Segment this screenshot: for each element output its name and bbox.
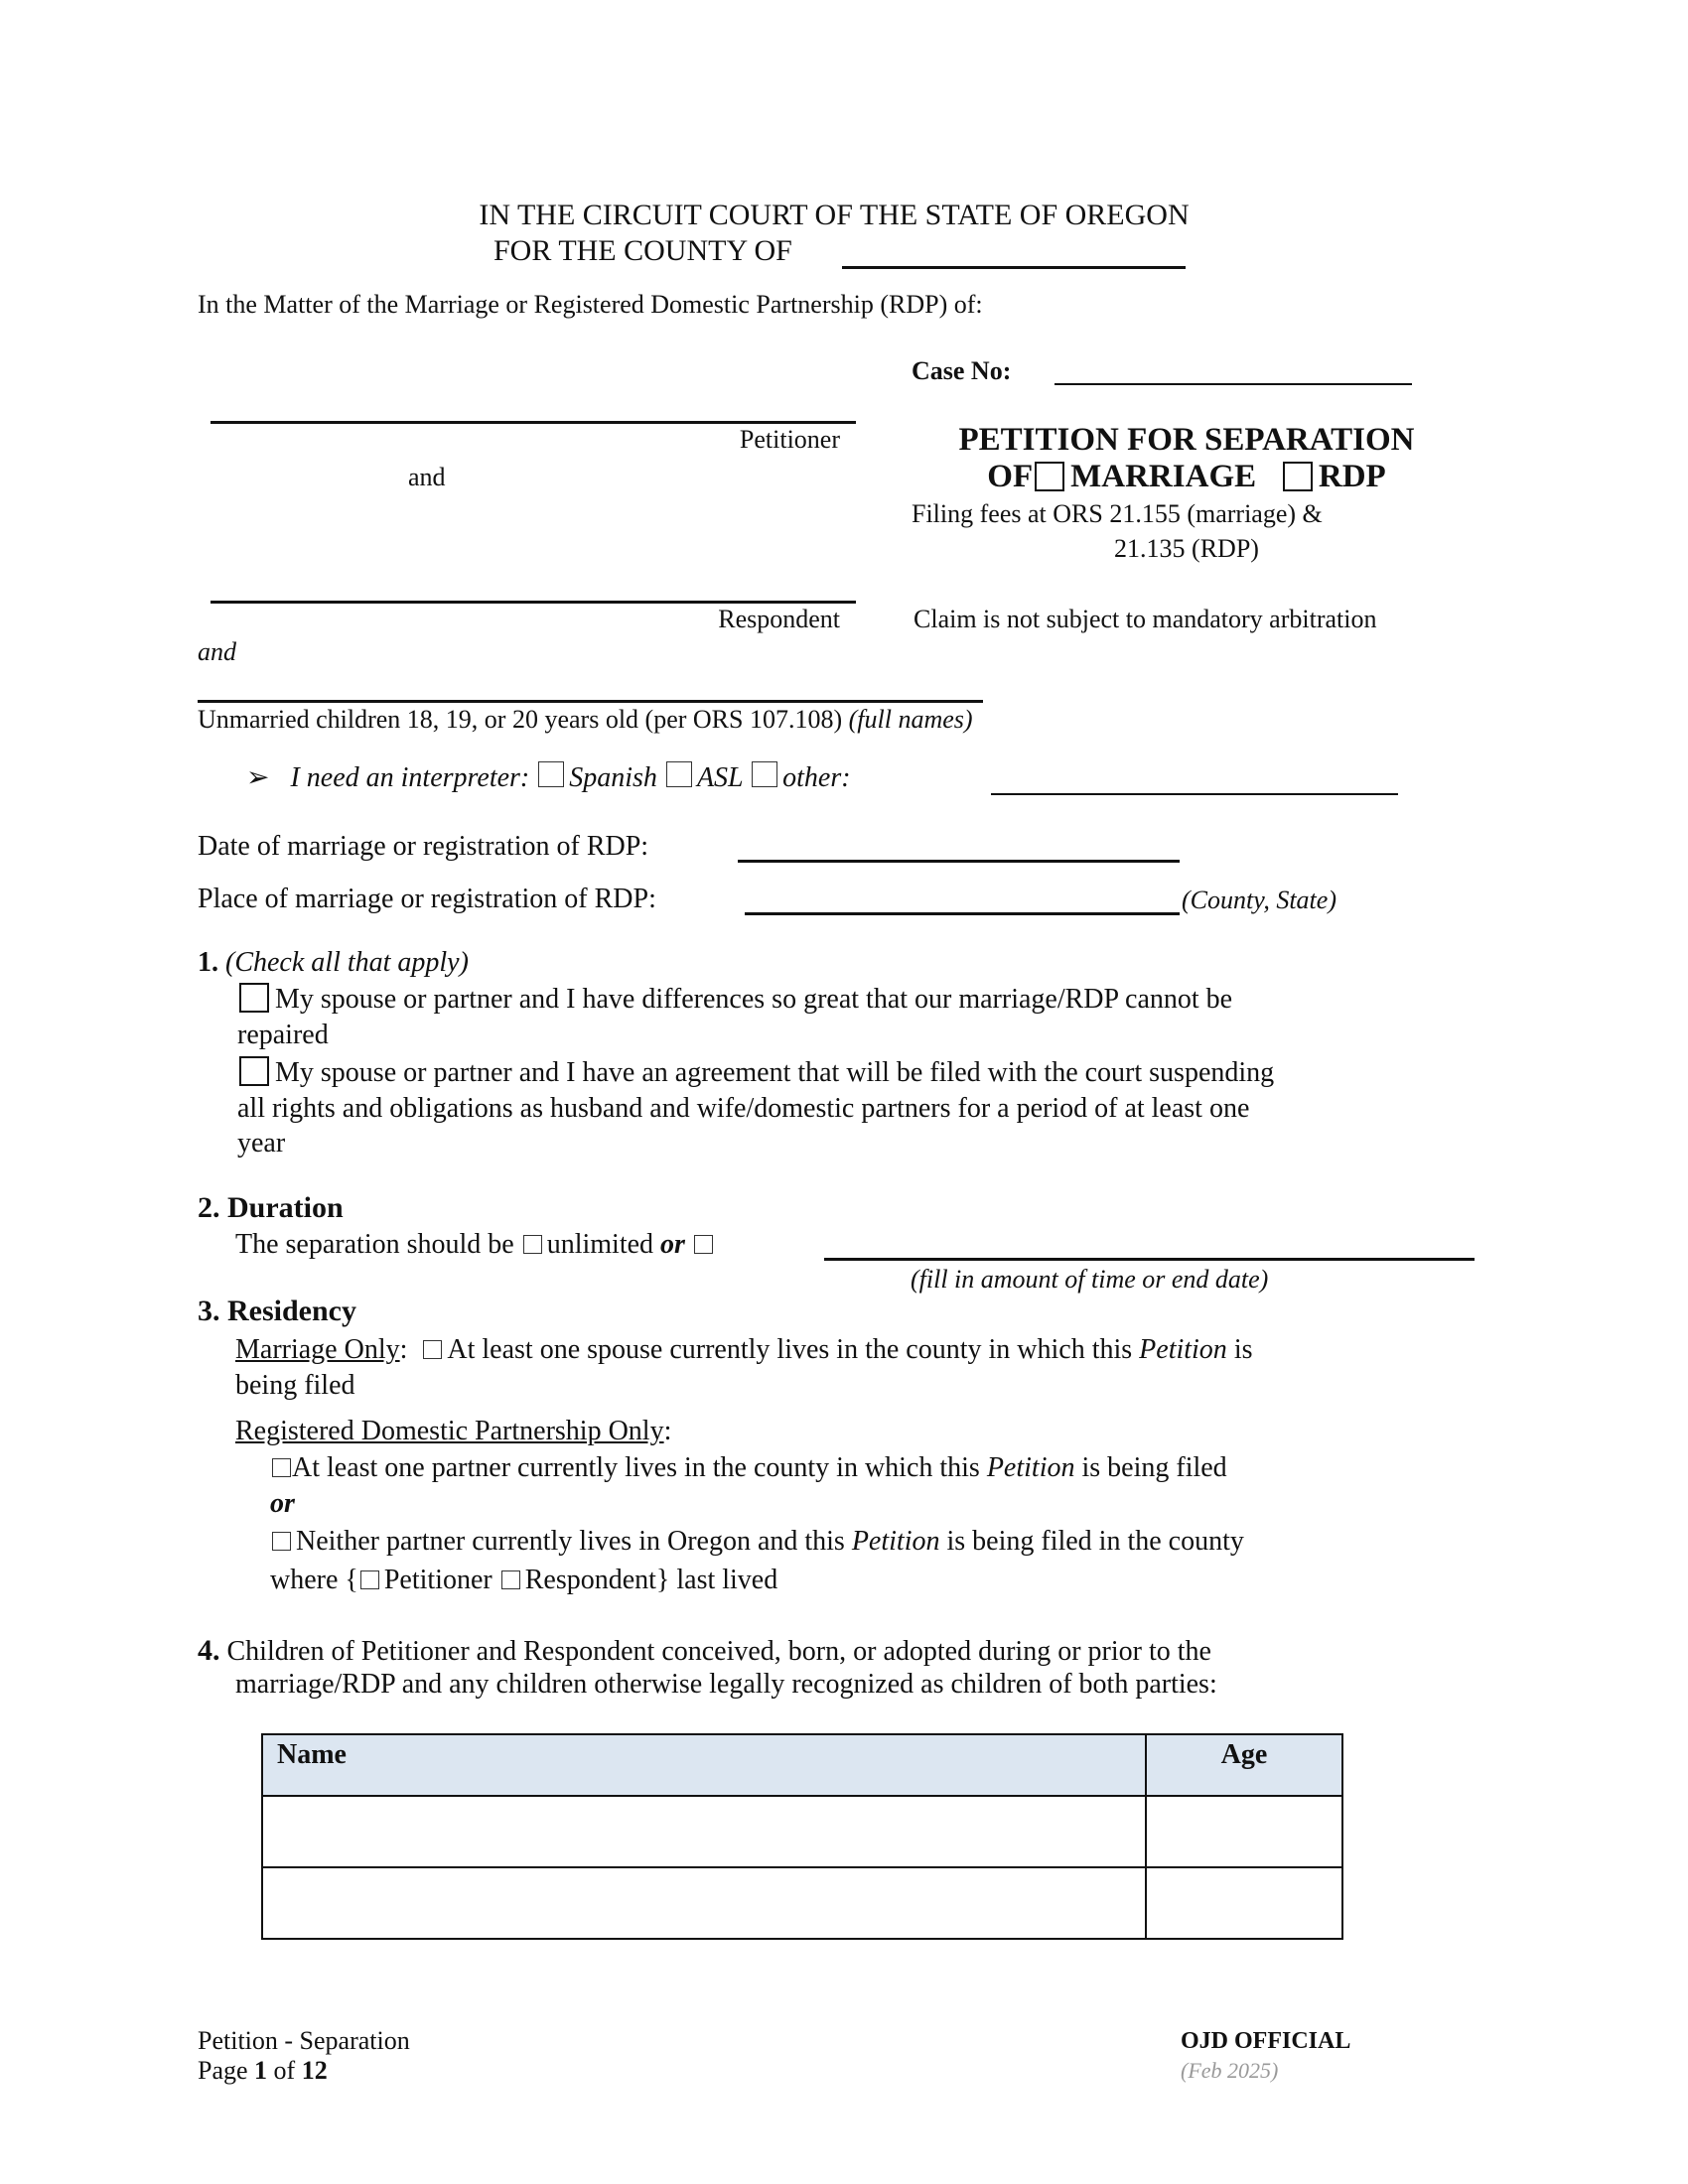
matter-label: In the Matter of the Marriage or Registered Domestic Partnership (RDP) of:: [198, 290, 983, 319]
rdp-county-text-b: is being filed: [1081, 1452, 1227, 1483]
section-4-text: [198, 1634, 1211, 1669]
and-children-label: and: [198, 637, 236, 666]
agreement-text-end: year: [237, 1128, 286, 1159]
rdp-county-text: At least one partner currently lives in the county in which this: [292, 1452, 980, 1483]
option-differences: [237, 983, 1232, 1017]
petition-type: [854, 460, 1519, 493]
arrow-bullet-icon: ➢: [246, 762, 270, 793]
duration-text: The separation should be: [235, 1229, 514, 1260]
marriage-only-row: Marriage Only: At least one spouse currently lives in the county in which this Petition is: [235, 1334, 1253, 1365]
child-name-cell[interactable]: [262, 1867, 1146, 1939]
section-4-text-cont: marriage/RDP and any children otherwise legally recognized as children of both parties:: [235, 1669, 1217, 1700]
date-field[interactable]: [738, 860, 1180, 863]
table-header-row: [262, 1734, 1342, 1796]
spanish-checkbox[interactable]: [538, 761, 564, 787]
marriage-checkbox[interactable]: [1035, 462, 1064, 491]
place-label: Place of marriage or registration of RDP:: [198, 884, 656, 914]
rdp-last-lived-row: [270, 1564, 777, 1597]
case-no-label: Case No:: [912, 356, 1012, 385]
petition-word: Petition: [986, 1452, 1075, 1483]
petition-word: Petition: [851, 1526, 940, 1557]
last-lived-respondent-checkbox[interactable]: [501, 1570, 520, 1589]
form-date: (Feb 2025): [1181, 2058, 1279, 2083]
section-2-title: Duration: [227, 1191, 344, 1224]
differences-text: My spouse or partner and I have differences so great that our marriage/RDP cannot be: [275, 984, 1233, 1015]
unlimited-checkbox[interactable]: [523, 1235, 542, 1254]
section-3-number: 3.: [198, 1295, 220, 1327]
other-checkbox[interactable]: [752, 761, 777, 787]
interpreter-label: I need an interpreter:: [290, 762, 530, 793]
agreement-text-cont: all rights and obligations as husband and wife/domestic partners for a period of at least one: [237, 1093, 1250, 1124]
marriage-label: MARRIAGE: [1070, 459, 1257, 494]
section-4-text-1: Children of Petitioner and Respondent conceived, born, or adopted during or prior to the: [226, 1636, 1211, 1667]
children-hint: (full names): [848, 705, 973, 734]
last-lived-respondent-label: Respondent} last lived: [524, 1565, 778, 1595]
section-2-number: 2.: [198, 1191, 220, 1224]
last-lived-petitioner-label: Petitioner: [383, 1565, 492, 1595]
rdp-only-row: Registered Domestic Partnership Only:: [235, 1416, 672, 1446]
petition-word: Petition: [1139, 1334, 1227, 1365]
ojd-official: OJD OFFICIAL: [1181, 2028, 1351, 2054]
and-label: and: [408, 463, 446, 491]
date-label: Date of marriage or registration of RDP:: [198, 831, 649, 862]
place-hint: (County, State): [1182, 886, 1336, 914]
child-age-cell[interactable]: [1146, 1867, 1342, 1939]
rdp-or-label: or: [270, 1488, 295, 1519]
page-label: Page: [198, 2056, 248, 2085]
option-agreement: [237, 1056, 1274, 1090]
unlimited-label: unlimited: [546, 1229, 654, 1260]
rdp-outside-text-b: is being filed in the county: [946, 1526, 1244, 1557]
of-label: of: [273, 2056, 296, 2085]
where-label: where {: [270, 1565, 358, 1595]
child-age-cell[interactable]: [1146, 1796, 1342, 1867]
section-3-header: [198, 1295, 356, 1328]
marriage-residency-text-cont: being filed: [235, 1370, 355, 1401]
asl-checkbox[interactable]: [666, 761, 692, 787]
of-label: OF: [987, 459, 1034, 494]
children-label: [198, 703, 973, 737]
rdp-label: RDP: [1318, 459, 1386, 494]
other-language-field[interactable]: [991, 793, 1398, 795]
duration-hint: (fill in amount of time or end date): [911, 1265, 1269, 1294]
petition-title: PETITION FOR SEPARATION: [958, 422, 1415, 458]
section-1-number: 1.: [198, 947, 218, 978]
limited-checkbox[interactable]: [694, 1235, 713, 1254]
differences-text-cont: repaired: [237, 1020, 329, 1050]
or-label: or: [660, 1229, 685, 1260]
place-field[interactable]: [745, 912, 1180, 915]
section-1-header: [198, 946, 469, 980]
marriage-residency-text: At least one spouse currently lives in the county in which this: [447, 1334, 1133, 1365]
footer-form-name: Petition - Separation: [198, 2026, 410, 2055]
age-column-header: Age: [1146, 1734, 1342, 1796]
filing-fees: Filing fees at ORS 21.155 (marriage) &: [912, 499, 1323, 528]
children-table: [261, 1733, 1343, 1940]
marriage-residency-checkbox[interactable]: [423, 1340, 442, 1359]
asl-label: ASL: [696, 762, 744, 793]
marriage-only-label: Marriage Only: [235, 1334, 400, 1365]
petitioner-label: Petitioner: [739, 425, 840, 454]
page-number: 1: [254, 2056, 268, 2085]
agreement-text: My spouse or partner and I have an agreement that will be filed with the court suspending: [275, 1057, 1275, 1088]
marriage-residency-text-b: is: [1233, 1334, 1253, 1365]
last-lived-petitioner-checkbox[interactable]: [360, 1570, 379, 1589]
page-total: 12: [301, 2056, 328, 2085]
name-column-header: Name: [262, 1734, 1146, 1796]
differences-checkbox[interactable]: [239, 983, 269, 1013]
children-text: Unmarried children 18, 19, or 20 years old (per ORS 107.108): [198, 705, 843, 734]
case-no-field[interactable]: [1055, 383, 1412, 385]
rdp-county-checkbox[interactable]: [272, 1458, 291, 1477]
other-label: other:: [782, 762, 851, 793]
rdp-outside-checkbox[interactable]: [272, 1532, 291, 1551]
rdp-outside-text: Neither partner currently lives in Oregon and this: [296, 1526, 845, 1557]
rdp-only-label: Registered Domestic Partnership Only: [235, 1416, 664, 1446]
rdp-residency-2: [270, 1525, 1244, 1559]
section-2-header: [198, 1191, 344, 1225]
filing-fees-rdp: 21.135 (RDP): [1114, 534, 1259, 563]
county-field[interactable]: [842, 266, 1186, 269]
section-1-hint: (Check all that apply): [225, 947, 469, 978]
duration-row: [235, 1228, 718, 1262]
arbitration-note: Claim is not subject to mandatory arbitration: [914, 605, 1377, 633]
section-4-number: 4.: [198, 1634, 220, 1667]
spanish-label: Spanish: [569, 762, 657, 793]
agreement-checkbox[interactable]: [239, 1056, 269, 1086]
table-row: [262, 1867, 1342, 1939]
table-row: [262, 1796, 1342, 1867]
court-title: IN THE CIRCUIT COURT OF THE STATE OF OREGON: [479, 199, 1190, 231]
child-name-cell[interactable]: [262, 1796, 1146, 1867]
interpreter-row: [246, 761, 851, 795]
rdp-checkbox[interactable]: [1283, 462, 1313, 491]
county-label: FOR THE COUNTY OF: [493, 234, 792, 267]
duration-field[interactable]: [824, 1258, 1475, 1261]
section-3-title: Residency: [227, 1295, 356, 1327]
rdp-residency-1: [270, 1451, 1227, 1485]
respondent-label: Respondent: [718, 605, 840, 633]
footer-page: [198, 2054, 328, 2088]
